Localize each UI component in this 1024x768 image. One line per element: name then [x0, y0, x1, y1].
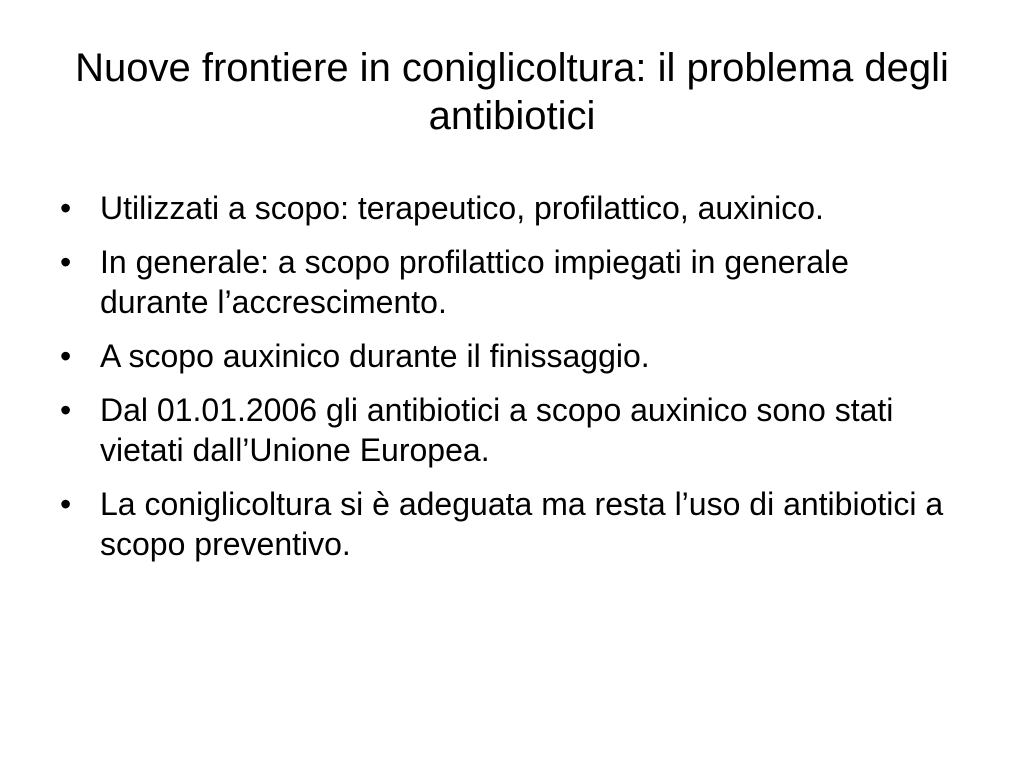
bullet-text: La coniglicoltura si è adeguata ma resta l’uso di antibiotici a scopo preventivo. [100, 486, 944, 562]
bullet-item [56, 390, 956, 470]
bullet-text: A scopo auxinico durante il finissaggio. [100, 338, 650, 374]
bullet-text: Utilizzati a scopo: terapeutico, profilattico, auxinico. [100, 190, 824, 226]
bullet-icon: • [60, 486, 72, 522]
bullet-item [56, 484, 956, 564]
bullet-item [56, 188, 956, 228]
bullet-icon: • [60, 244, 72, 280]
slide-title: Nuove frontiere in coniglicoltura: il problema degli antibiotici [75, 46, 949, 138]
bullet-item [56, 336, 956, 376]
bullet-icon: • [60, 392, 72, 428]
bullet-text: Dal 01.01.2006 gli antibiotici a scopo auxinico sono stati vietati dall’Unione Europea. [100, 392, 894, 468]
bullet-icon: • [60, 338, 72, 374]
bullet-list [56, 188, 956, 578]
bullet-text: In generale: a scopo profilattico impiegati in generale durante l’accrescimento. [100, 244, 849, 320]
bullet-item [56, 242, 956, 322]
bullet-icon: • [60, 190, 72, 226]
